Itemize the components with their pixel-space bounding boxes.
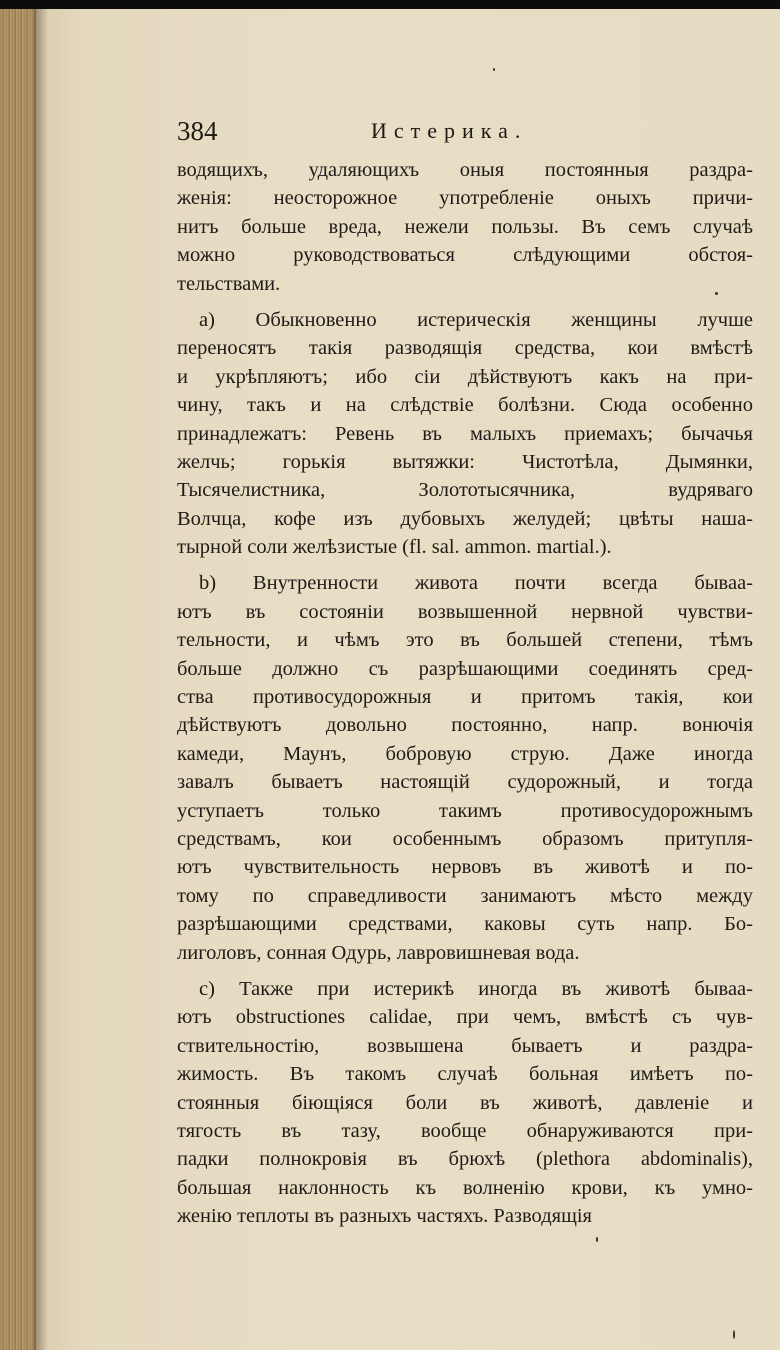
text-line: разрѣшающими средствами, каковы суть напр. Бо-: [177, 913, 753, 936]
text-line: тельности, и чѣмъ это въ большей степени, тѣмъ: [177, 629, 753, 652]
text-line: падки полнокровія въ брюхѣ (plethora abdominalis),: [177, 1148, 753, 1171]
text-line: уступаетъ только такимъ противосудорожнымъ: [177, 799, 753, 822]
text-line: дѣйствуютъ довольно постоянно, напр. вонючія: [177, 714, 753, 737]
paragraph: [177, 569, 753, 966]
body-text: [177, 156, 753, 1230]
text-line: ютъ въ состояніи возвышенной нервной чувстви-: [177, 600, 753, 623]
text-line: камеди, Маунъ, бобровую струю. Даже иногда: [177, 742, 753, 765]
paragraph: [177, 975, 753, 1231]
text-line: ютъ чувствительность нервовъ въ животѣ и по-: [177, 856, 753, 879]
text-line: тому по справедливости занимаютъ мѣсто между: [177, 884, 753, 907]
text-line: большая наклонность къ волненію крови, къ умно-: [177, 1176, 753, 1199]
running-title: Истерика.: [371, 118, 528, 143]
text-line: завалъ бываетъ настоящій судорожный, и тогда: [177, 771, 753, 794]
text-line: средствамъ, кои особеннымъ образомъ притупля-: [177, 827, 753, 850]
text-line: принадлежатъ: Ревень въ малыхъ приемахъ; бычачья: [177, 422, 753, 445]
page-number: 384: [177, 116, 218, 146]
text-line: тельствами.: [177, 272, 281, 295]
text-line: желчь; горькія вытяжки: Чистотѣла, Дымянки,: [177, 450, 753, 473]
text-line: больше должно съ разрѣшающими соединять сред-: [177, 657, 753, 680]
paragraph-gap: [177, 298, 753, 306]
text-line: а) Обыкновенно истерическія женщины лучше: [199, 308, 753, 331]
text-line: ства противосудорожныя и притомъ такія, кои: [177, 686, 753, 709]
text-line: нитъ больше вреда, нежели пользы. Въ семъ случаѣ: [177, 215, 753, 238]
text-line: жимость. Въ такомъ случаѣ больная имѣетъ по-: [177, 1063, 753, 1086]
text-line: b) Внутренности живота почти всегда бываа-: [199, 572, 753, 595]
text-line: женія: неосторожное употребленіе оныхъ причи-: [177, 187, 753, 210]
gutter-shadow: [34, 9, 48, 1350]
text-line: переносятъ такія разводящія средства, кои вмѣстѣ: [177, 337, 753, 360]
text-line: c) Также при истерикѣ иногда въ животѣ бываа-: [199, 977, 753, 1000]
paper-speck: [715, 292, 718, 295]
text-line: лиголовъ, сонная Одурь, лавровишневая вода.: [177, 941, 580, 964]
text-line: тырной соли желѣзистые (fl. sal. ammon. martial.).: [177, 536, 612, 559]
text-line: чину, такъ и на слѣдствіе болѣзни. Сюда особенно: [177, 394, 753, 417]
paper-speck: [493, 68, 495, 71]
paper-speck: [596, 1237, 598, 1242]
page-header: [177, 114, 757, 150]
paper-speck: [733, 1330, 735, 1339]
text-line: и укрѣпляютъ; ибо сіи дѣйствуютъ какъ на при-: [177, 365, 753, 388]
paragraph: [177, 306, 753, 562]
text-line: Волчца, кофе изъ дубовыхъ желудей; цвѣты наша-: [177, 507, 753, 530]
text-line: тягость въ тазу, вообще обнаруживаются при-: [177, 1119, 753, 1142]
text-line: можно руководствоваться слѣдующими обстоя-: [177, 244, 753, 267]
text-line: Тысячелистника, Золототысячника, вудряваго: [177, 479, 753, 502]
page-top-edge: [0, 0, 780, 9]
paragraph-gap: [177, 561, 753, 569]
paragraph-gap: [177, 967, 753, 975]
paragraph: [177, 156, 753, 298]
text-line: ютъ obstructiones calidae, при чемъ, вмѣстѣ съ чув-: [177, 1006, 753, 1029]
text-line: стоянныя біющіяся боли въ животѣ, давленіе и: [177, 1091, 753, 1114]
text-line: ствительностію, возвышена бываетъ и раздра-: [177, 1034, 753, 1057]
text-line: водящихъ, удаляющихъ оныя постоянныя раздра-: [177, 159, 753, 181]
text-line: женію теплоты въ разныхъ частяхъ. Разводящія: [177, 1205, 592, 1228]
book-page-edges: [0, 9, 36, 1350]
